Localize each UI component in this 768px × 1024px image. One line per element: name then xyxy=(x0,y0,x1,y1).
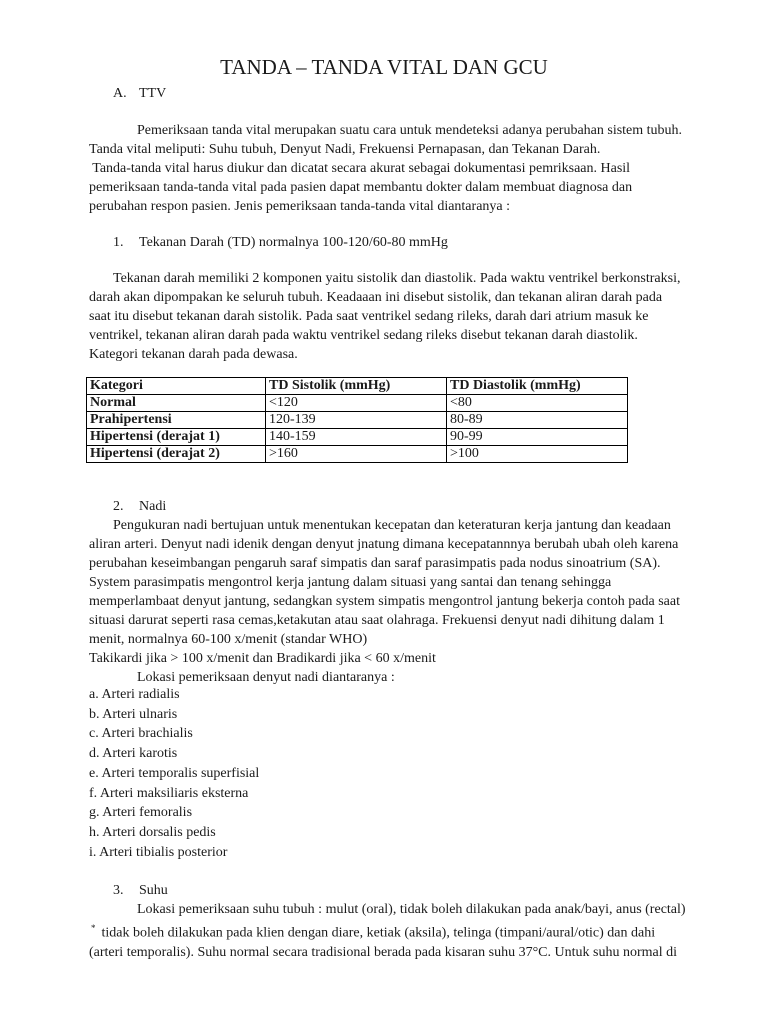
suhu-paragraph xyxy=(89,900,689,962)
table-cell-category: Hipertensi (derajat 2) xyxy=(87,446,266,463)
intro-line: Tanda vital meliputi: Suhu tubuh, Denyut Nadi, Frekuensi Pernapasan, dan Tekanan Darah. xyxy=(89,142,601,157)
item-1-number: 1. xyxy=(113,235,124,250)
list-item: g. Arteri femoralis xyxy=(89,805,193,821)
td-line: ventrikel, tekanan aliran darah pada waktu ventrikel sedang rileks disebut tekanan darah diastolik. xyxy=(89,328,638,343)
td-line: darah akan dipompakan ke seluruh tubuh. Keadaaan ini disebut sistolik, dan tekanan aliran darah pada xyxy=(89,290,663,305)
item-3-heading xyxy=(113,881,713,900)
arteri-list xyxy=(89,685,689,862)
table-cell-systolic: <120 xyxy=(266,395,447,412)
suhu-line: (arteri temporalis). Suhu normal secara tradisional berada pada kisaran suhu 37°C. Untuk suhu normal di xyxy=(89,944,677,960)
list-item: h. Arteri dorsalis pedis xyxy=(89,824,216,840)
nadi-paragraph xyxy=(89,516,689,687)
list-item: a. Arteri radialis xyxy=(89,687,180,702)
table-cell-diastolic: 80-89 xyxy=(447,412,628,429)
item-2-title: Nadi xyxy=(139,499,167,514)
footnote-mark: * xyxy=(91,923,96,933)
table-header-cell: TD Diastolik (mmHg) xyxy=(447,378,628,395)
table-row xyxy=(87,429,628,446)
nadi-line: menit, normalnya 60-100 x/menit (standar WHO) xyxy=(89,632,368,647)
table-header-row xyxy=(87,378,628,395)
intro-line: perubahan respon pasien. Jenis pemeriksaan tanda-tanda vital diantaranya : xyxy=(89,199,511,214)
td-line: Kategori tekanan darah pada dewasa. xyxy=(89,347,298,362)
intro-line: Tanda-tanda vital harus diukur dan dicatat secara akurat sebagai dokumentasi pemriksaan. Hasil xyxy=(89,161,631,176)
table-row xyxy=(87,446,628,463)
list-item: i. Arteri tibialis posterior xyxy=(89,844,228,860)
table-header-cell: TD Sistolik (mmHg) xyxy=(266,378,447,395)
section-a-title: TTV xyxy=(139,86,167,101)
suhu-line: Lokasi pemeriksaan suhu tubuh : mulut (oral), tidak boleh dilakukan pada anak/bayi, anus (rectal) xyxy=(137,902,686,917)
table-header-cell: Kategori xyxy=(87,378,266,395)
intro-paragraph xyxy=(89,121,689,216)
table-cell-category: Prahipertensi xyxy=(87,412,266,429)
list-item: b. Arteri ulnaris xyxy=(89,706,178,722)
table-row xyxy=(87,412,628,429)
nadi-line: System parasimpatis mengontrol kerja jantung dalam situasi yang santai dan tenang sehingga xyxy=(89,575,612,590)
table-row xyxy=(87,395,628,412)
td-line: saat itu disebut tekanan darah sistolik. Pada saat ventrikel sedang rileks, darah dari atrium masuk ke xyxy=(89,309,649,324)
list-item: d. Arteri karotis xyxy=(89,746,178,762)
nadi-line: memperlambaat denyut jantung, sedangkan system simpatis mengontrol jantung bekerja contoh pada saat xyxy=(89,594,680,609)
table-cell-systolic: >160 xyxy=(266,446,447,463)
item-2-number: 2. xyxy=(113,499,124,514)
table-cell-systolic: 120-139 xyxy=(266,412,447,429)
list-item: f. Arteri maksiliaris eksterna xyxy=(89,785,249,801)
intro-line: Pemeriksaan tanda vital merupakan suatu cara untuk mendeteksi adanya perubahan sistem tubuh. xyxy=(137,123,683,138)
nadi-line: perubahan keseimbangan pengaruh saraf simpatis dan saraf parasimpatis pada nodus sinoatrium (SA). xyxy=(89,556,661,571)
td-line: Tekanan darah memiliki 2 komponen yaitu sistolik dan diastolik. Pada waktu ventrikel berkonstraksi, xyxy=(113,271,681,286)
table-cell-diastolic: 90-99 xyxy=(447,429,628,446)
nadi-line: Takikardi jika > 100 x/menit dan Bradikardi jika < 60 x/menit xyxy=(89,651,436,666)
document-title: TANDA – TANDA VITAL DAN GCU xyxy=(220,55,548,79)
suhu-line: tidak boleh dilakukan pada klien dengan diare, ketiak (aksila), telinga (timpani/aural/otic) dan dahi xyxy=(101,925,656,941)
intro-line: pemeriksaan tanda-tanda vital pada pasien dapat membantu dokter dalam membuat diagnosa dan xyxy=(89,180,633,195)
suhu-line-wrap xyxy=(89,919,689,943)
list-item: c. Arteri brachialis xyxy=(89,726,193,742)
table-cell-diastolic: <80 xyxy=(447,395,628,412)
item-3-number: 3. xyxy=(113,883,124,898)
list-item: e. Arteri temporalis superfisial xyxy=(89,765,260,781)
table-cell-category: Hipertensi (derajat 1) xyxy=(87,429,266,446)
item-1-title: Tekanan Darah (TD) normalnya 100-120/60-80 mmHg xyxy=(139,235,448,250)
table-cell-systolic: 140-159 xyxy=(266,429,447,446)
table-cell-diastolic: >100 xyxy=(447,446,628,463)
nadi-line: situasi darurat seperti rasa cemas,ketakutan atau saat olahraga. Frekuensi denyut nadi dihitung dalam 1 xyxy=(89,613,665,628)
item-1-heading xyxy=(113,233,713,252)
blood-pressure-table xyxy=(86,377,628,463)
lokasi-nadi-intro: Lokasi pemeriksaan denyut nadi diantaranya : xyxy=(137,670,395,685)
item-2-heading xyxy=(113,497,713,516)
table-cell-category: Normal xyxy=(87,395,266,412)
section-a-heading xyxy=(113,84,713,103)
item-3-title: Suhu xyxy=(139,883,168,898)
nadi-line: aliran arteri. Denyut nadi idenik dengan denyut jnatung dimana kecepatannnya berubah ubah oleh karena xyxy=(89,537,679,552)
td-paragraph xyxy=(89,269,689,364)
nadi-line: Pengukuran nadi bertujuan untuk menentukan kecepatan dan keteraturan kerja jantung dan keadaan xyxy=(113,518,671,533)
section-a-marker: A. xyxy=(113,86,127,101)
